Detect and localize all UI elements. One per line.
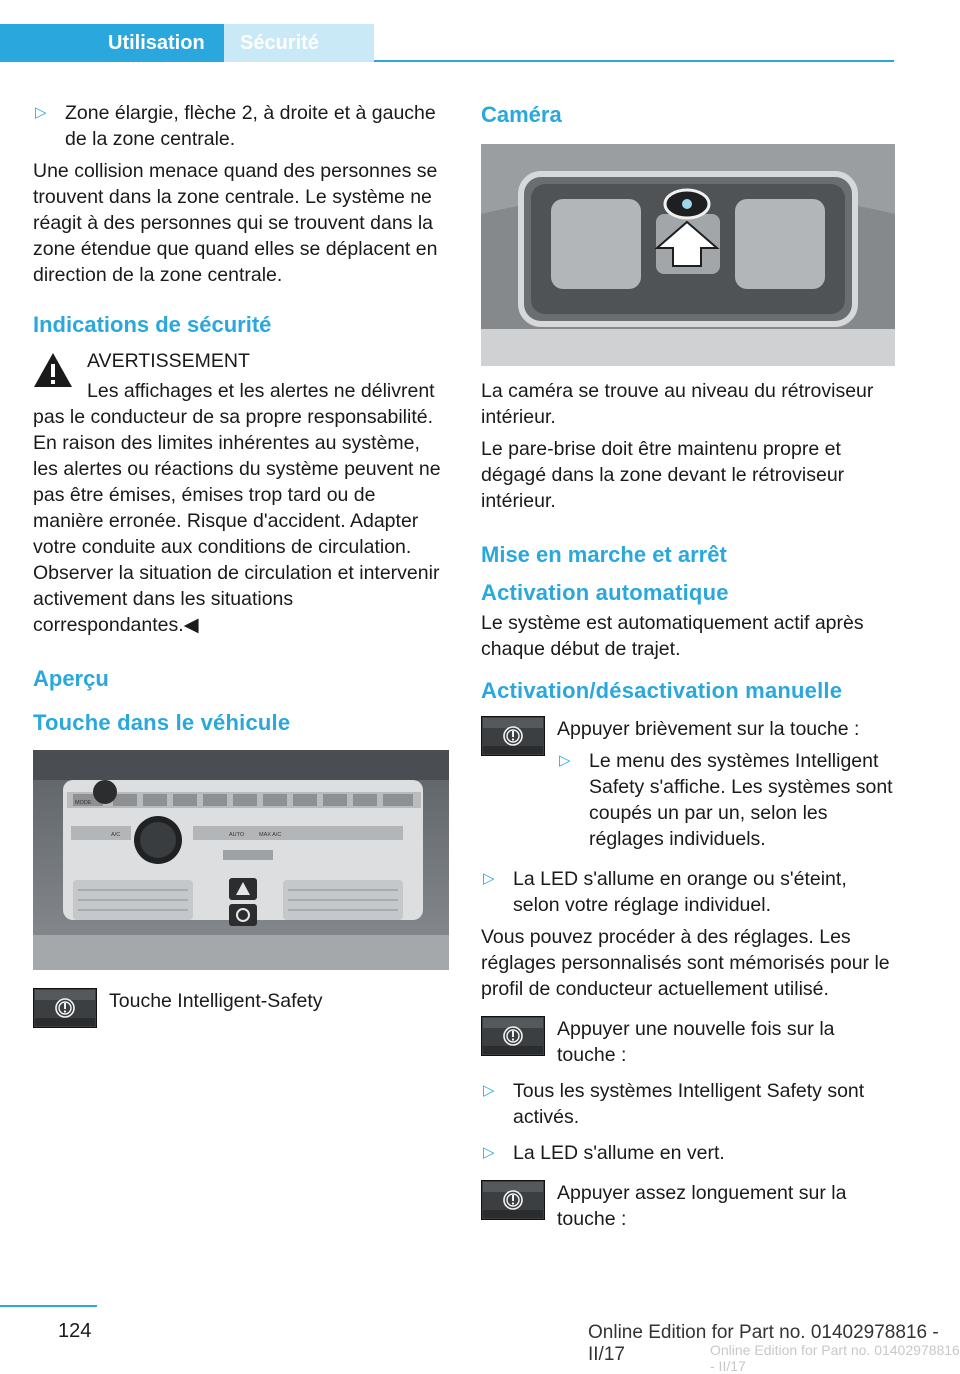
heading-safety: Indications de sécurité xyxy=(33,312,272,337)
warning-title: AVERTISSEMENT xyxy=(87,350,250,372)
tab-securite[interactable]: Sécurité xyxy=(224,24,374,62)
auto-label: AUTO xyxy=(229,832,245,838)
heading-button: Touche dans le véhicule xyxy=(33,710,291,735)
collision-paragraph: Une collision menace quand des personnes se trouvent dans la zone centrale. Le système ne réagit à des personnes qui se trouvent dans la zone étendue que quand elles se déplacent en direction de la zone centrale. xyxy=(33,160,438,286)
list-item xyxy=(557,748,895,852)
bullet-text: Tous les systèmes Intelligent Safety sont activés. xyxy=(513,1080,865,1128)
warning-triangle-icon xyxy=(33,352,73,388)
triangle-bullet-icon: ▷ xyxy=(483,1144,495,1161)
press-long-text: Appuyer assez longuement sur la touche : xyxy=(557,1182,847,1230)
intelligent-safety-button-icon xyxy=(481,1016,545,1056)
warning-text: Les affichages et les alertes ne délivrent pas le conducteur de sa propre responsabilité. En raison des limites inhérentes au système, les alertes ou réactions du système peuvent ne pas être émises, émises trop tard ou de manière erronée. Risque d'accident. Adapter votre conduite aux conditions de circulation. Observer la situation de circulation et intervenir activement dans les situations correspondantes.◀ xyxy=(33,380,441,636)
press-again-text: Appuyer une nouvelle fois sur la touche : xyxy=(557,1018,835,1066)
mode-label: MODE xyxy=(75,800,92,806)
camera-photo xyxy=(481,144,895,366)
intelligent-safety-button-icon xyxy=(481,716,545,756)
auto-text: Le système est automatiquement actif après chaque début de trajet. xyxy=(481,612,864,660)
intelligent-safety-button-icon xyxy=(33,988,97,1028)
press-long-row xyxy=(481,1180,895,1232)
press-short-row xyxy=(481,716,895,858)
triangle-bullet-icon: ▷ xyxy=(483,1082,495,1099)
heading-onoff: Mise en marche et arrêt xyxy=(481,542,727,567)
camera-location-text: La caméra se trouve au niveau du rétroviseur intérieur. xyxy=(481,380,874,428)
triangle-bullet-icon: ▷ xyxy=(35,104,47,121)
bullet-text: La LED s'allume en vert. xyxy=(513,1142,725,1164)
bullet-text: La LED s'allume en orange ou s'éteint, selon votre réglage individuel. xyxy=(513,868,847,916)
bullet-text: Zone élargie, flèche 2, à droite et à gauche de la zone centrale. xyxy=(65,102,436,150)
list-item xyxy=(481,1140,895,1166)
button-caption: Touche Intelligent-Safety xyxy=(109,990,323,1012)
intelligent-safety-button-icon xyxy=(481,1180,545,1220)
press-short-text: Appuyer brièvement sur la touche : xyxy=(557,718,860,740)
heading-camera: Caméra xyxy=(481,102,562,127)
watermark: Online Edition for Part no. 01402978816 - II/17 xyxy=(710,1342,960,1374)
list-item xyxy=(481,866,895,918)
tab-utilisation[interactable]: Utilisation xyxy=(0,24,224,62)
heading-auto: Activation automatique xyxy=(481,580,729,605)
right-column xyxy=(481,100,895,1238)
triangle-bullet-icon: ▷ xyxy=(559,752,571,769)
list-item xyxy=(481,1078,895,1130)
list-item xyxy=(33,100,449,152)
dashboard-photo xyxy=(33,750,449,970)
edition-text: Online Edition for Part no. 01402978816 - II/17 xyxy=(588,1322,939,1365)
ac-label: A/C xyxy=(111,832,121,838)
bullet-text: Le menu des systèmes Intelligent Safety s'affiche. Les systèmes sont coupés un par un, selon les réglages individuels. xyxy=(589,750,893,850)
camera-clean-text: Le pare-brise doit être maintenu propre et dégagé dans la zone devant le rétroviseur intérieur. xyxy=(481,438,845,512)
press-again-row xyxy=(481,1016,895,1068)
button-caption-row xyxy=(33,988,449,1028)
warning-block xyxy=(33,348,449,374)
settings-text: Vous pouvez procéder à des réglages. Les réglages personnalisés sont mémorisés pour le profil de conducteur actuellement utilisé. xyxy=(481,926,890,1000)
page-number: 124 xyxy=(58,1320,92,1342)
left-column xyxy=(33,100,449,1034)
heading-overview: Aperçu xyxy=(33,666,109,691)
max-ac-label: MAX A/C xyxy=(259,832,282,838)
header-rule xyxy=(374,60,894,62)
triangle-bullet-icon: ▷ xyxy=(483,870,495,887)
footer-rule xyxy=(0,1305,97,1307)
heading-manual: Activation/désactivation manuelle xyxy=(481,678,843,703)
